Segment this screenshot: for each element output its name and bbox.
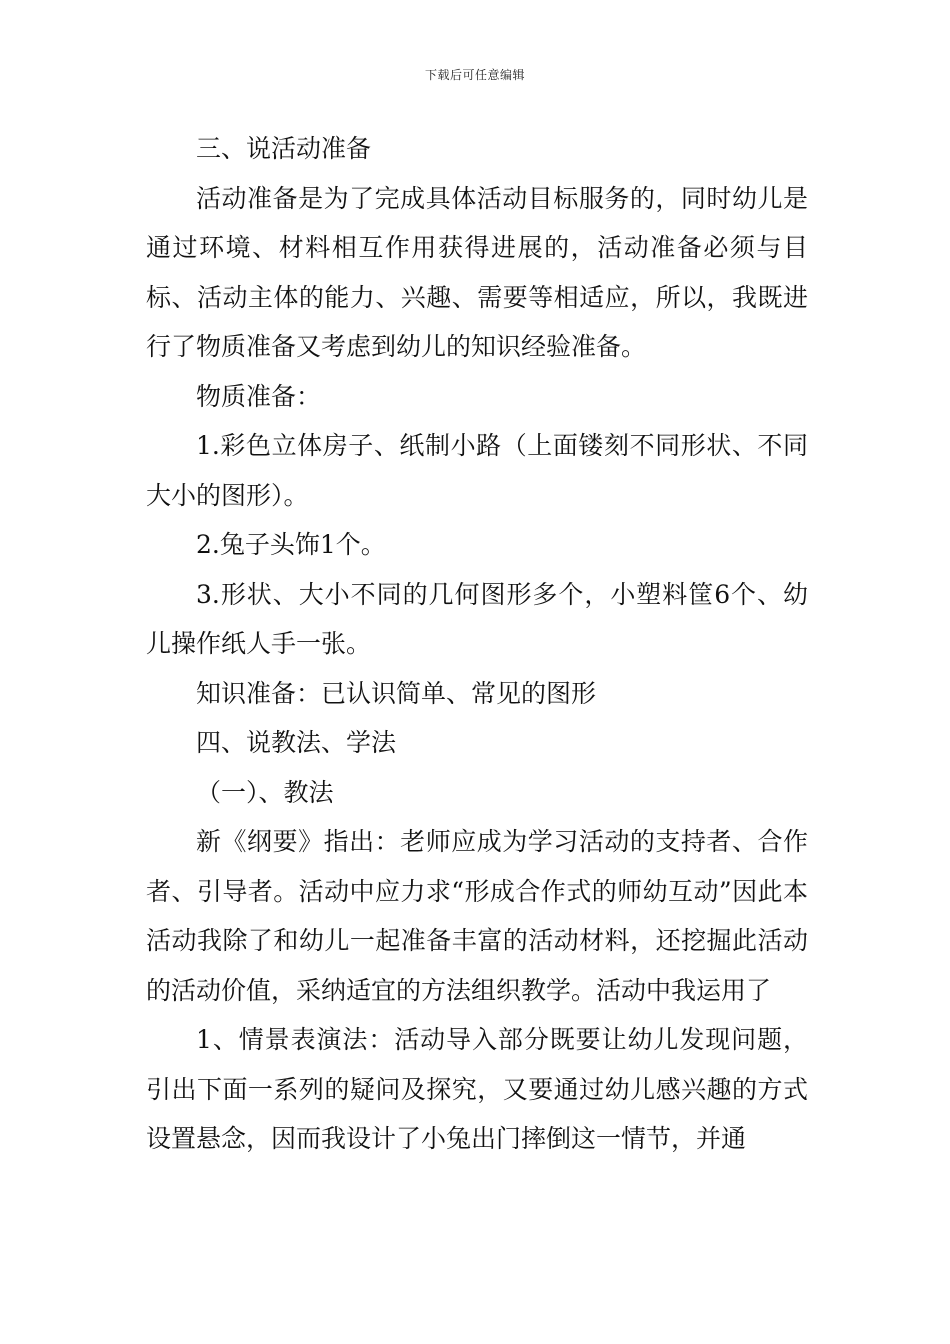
page-header-note: 下载后可任意编辑 (424, 68, 525, 82)
document-body (146, 124, 808, 1164)
section-heading: 三、说活动准备 (196, 134, 372, 163)
subsection-heading: （一）、教法 (196, 777, 334, 807)
body-paragraph: 新《纲要》指出：老师应成为学习活动的支持者、合作者、引导者。活动中应力求“形成合作式的师幼互动”因此本活动我除了和幼儿一起准备丰富的活动材料，还挖掘此活动的活动价值，采纳适宜的方法组织教学。活动中我运用了 (146, 827, 808, 1005)
list-item: 1.彩色立体房子、纸制小路（上面镂刻不同形状、不同大小的图形）。 (146, 431, 808, 510)
list-item: 2.兔子头饰1个。 (196, 530, 386, 559)
list-item: 3.形状、大小不同的几何图形多个，小塑料筐6个、幼儿操作纸人手一张。 (146, 579, 808, 658)
body-paragraph: 活动准备是为了完成具体活动目标服务的，同时幼儿是通过环境、材料相互作用获得进展的，活动准备必须与目标、活动主体的能力、兴趣、需要等相适应，所以，我既进行了物质准备又考虑到幼儿的知识经验准备。 (146, 183, 808, 361)
subsection-label: 物质准备： (196, 381, 322, 411)
body-paragraph: 知识准备：已认识简单、常见的图形 (196, 678, 597, 708)
body-paragraph: 1、情景表演法：活动导入部分既要让幼儿发现问题，引出下面一系列的疑问及探究，又要通过幼儿感兴趣的方式设置悬念，因而我设计了小兔出门摔倒这一情节，并通 (146, 1025, 808, 1153)
section-heading: 四、说教法、学法 (196, 728, 397, 757)
